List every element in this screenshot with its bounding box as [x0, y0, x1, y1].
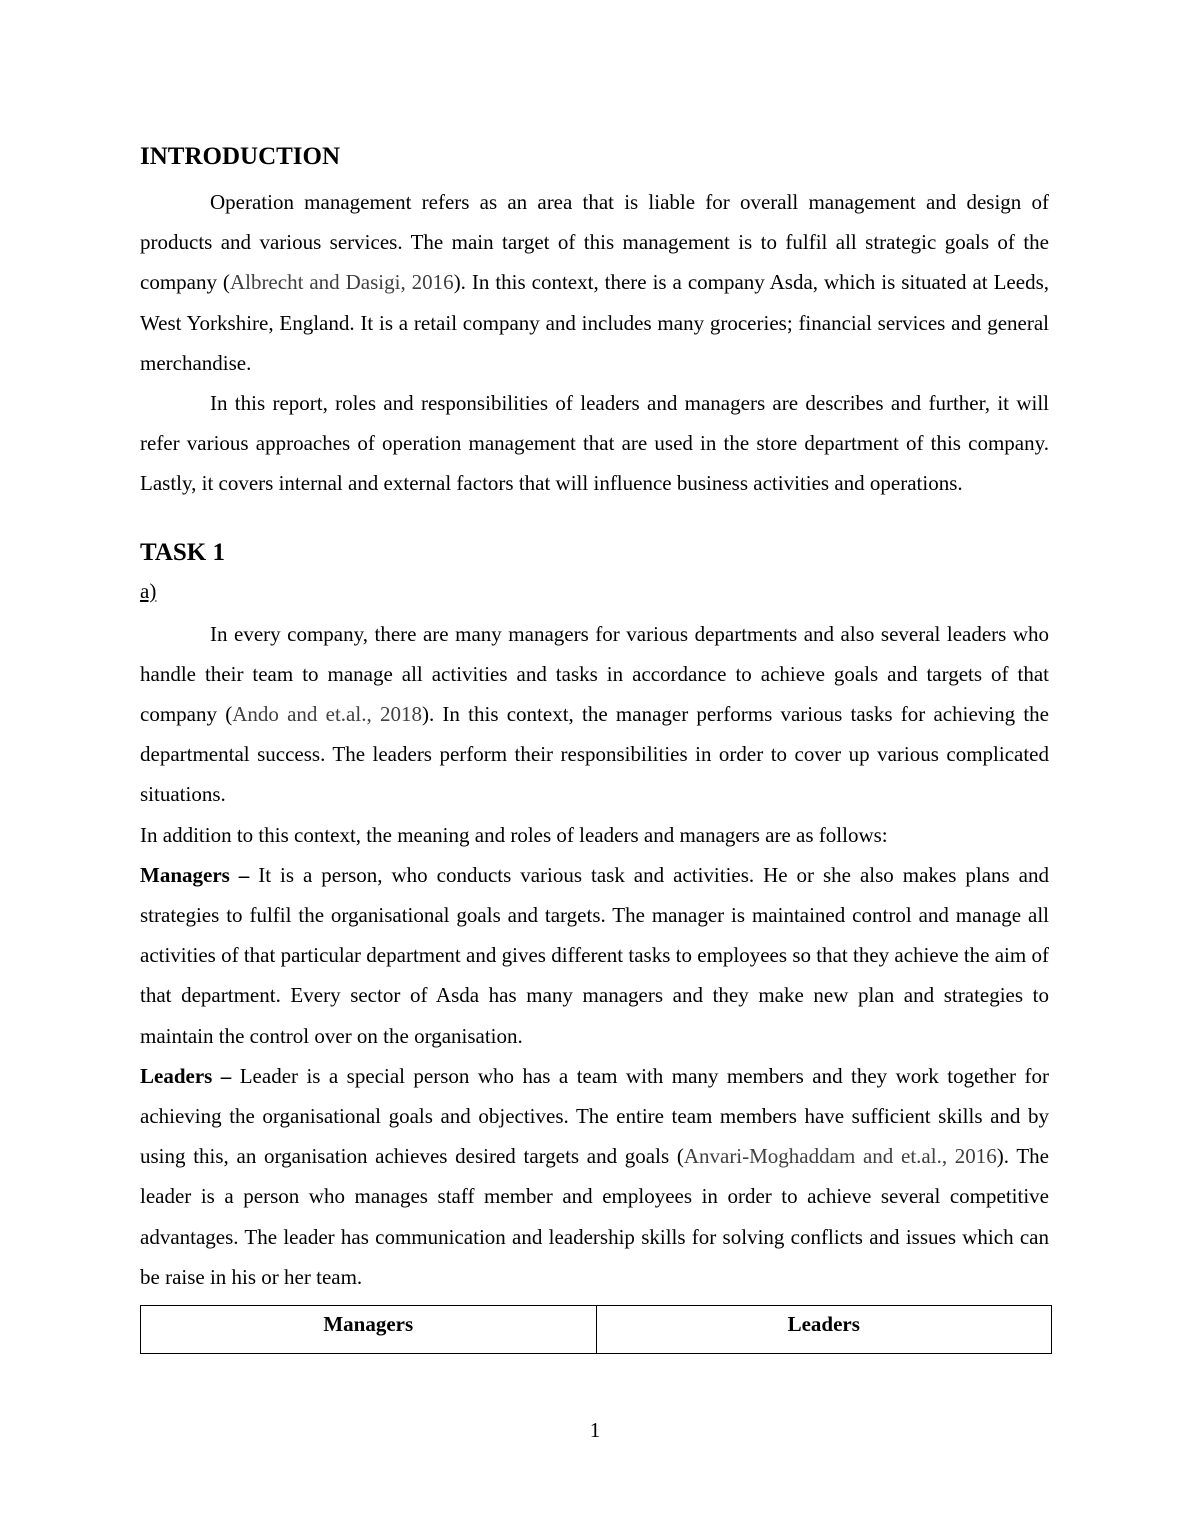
task1-paragraph-2: In addition to this context, the meaning and roles of leaders and managers are as follows: [140, 822, 888, 847]
task1-p1-text-a: In every company, there are many managers for various departments and also several leaders who handle their team to manage all activities and tasks in accordance to achieve goals and targets of that company ( [140, 621, 1049, 727]
table-header-managers: Managers [141, 1306, 597, 1354]
page-number: 1 [589, 1418, 601, 1442]
managers-term: Managers – [140, 862, 259, 887]
task1-subheading-a: a) [140, 578, 157, 603]
citation-anvari: Anvari-Moghaddam and et.al., 2016 [683, 1144, 997, 1169]
intro-p1-text-b: ). In this context, there is a company Asda, which is situated at Leeds, West Yorkshire, England. It is a retail company and includes many groceries; financial services and general merchandise. [140, 270, 1049, 375]
table-header-leaders: Leaders [596, 1306, 1052, 1354]
leaders-text-a: Leader is a special person who has a team with many members and they work together for achieving the organisational goals and objectives. The entire team members have sufficient skills and by using this, an organisation achieves desired targets and goals ( [140, 1063, 1049, 1169]
intro-p1-text-a: Operation management refers as an area that is liable for overall management and design of products and various services. The main target of this management is to fulfil all strategic goals of the company ( [140, 190, 1049, 295]
task1-heading: TASK 1 [140, 538, 225, 566]
citation-ando: Ando and et.al., 2018 [232, 702, 422, 727]
document-page [140, 140, 1049, 1354]
introduction-paragraph-2: In this report, roles and responsibilities of leaders and managers are describes and further, it will refer various approaches of operation management that are used in the store department of this company. Lastly, it covers internal and external factors that will influence business activities and operations. [140, 391, 1049, 496]
leaders-term: Leaders – [140, 1063, 240, 1088]
citation-albrecht: Albrecht and Dasigi, 2016 [229, 270, 454, 295]
task1-p1-text-b: ). In this context, the manager performs various tasks for achieving the departmental success. The leaders perform their responsibilities in order to cover up various complicated situations. [140, 702, 1049, 807]
leaders-text-b: ). The leader is a person who manages staff member and employees in order to achieve several competitive advantages. The leader has communication and leadership skills for solving conflicts and issues which can be raise in his or her team. [140, 1144, 1049, 1289]
introduction-heading: INTRODUCTION [140, 143, 341, 170]
managers-text: It is a person, who conducts various task and activities. He or she also makes plans and strategies to fulfil the organisational goals and targets. The manager is maintained control and manage all activities of that particular department and gives different tasks to employees so that they achieve the aim of that department. Every sector of Asda has many managers and they make new plan and strategies to maintain the control over on the organisation. [140, 862, 1049, 1048]
leaders-definition [140, 1056, 1049, 1297]
task1-paragraph-1 [140, 614, 1049, 815]
introduction-paragraph-1 [140, 182, 1049, 383]
managers-definition [140, 855, 1049, 1056]
managers-leaders-table [140, 1305, 1052, 1354]
table-header-row [141, 1306, 1052, 1354]
